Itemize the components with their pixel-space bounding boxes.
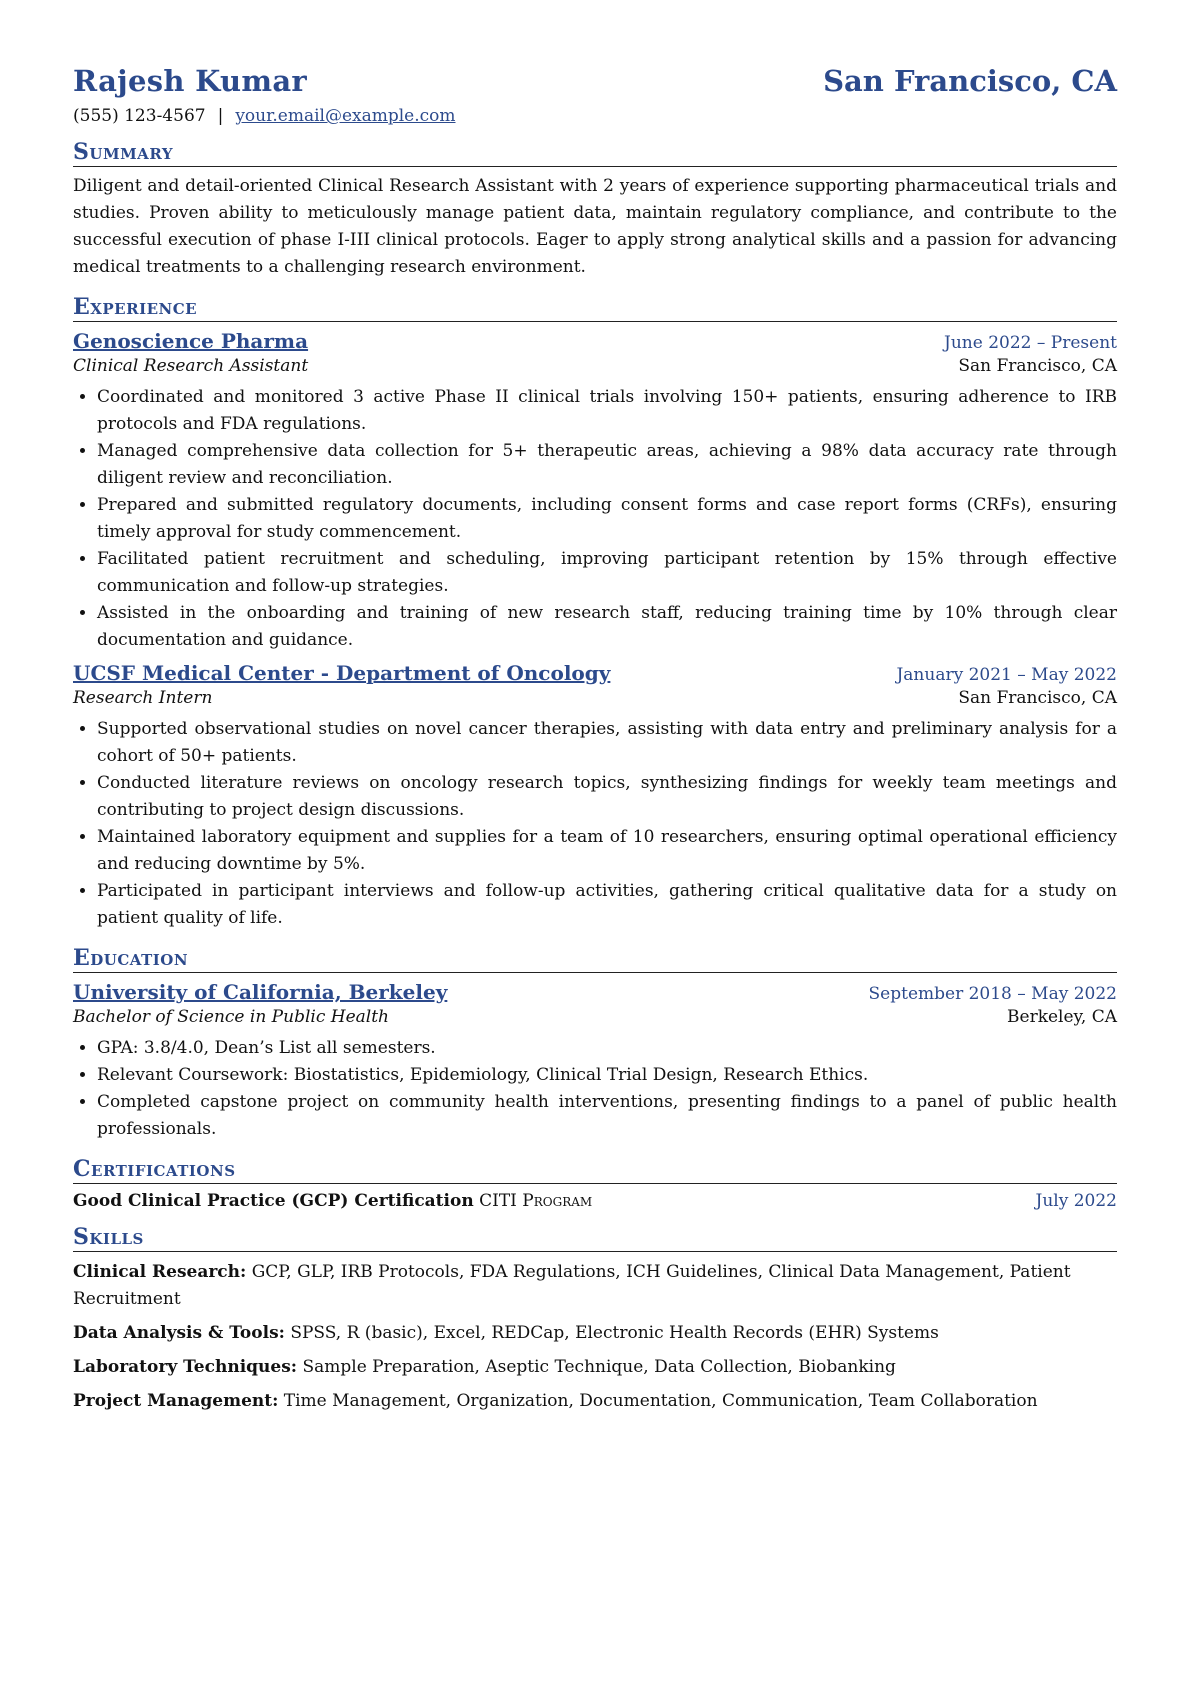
- certifications-heading: Certifications: [73, 1155, 1117, 1184]
- degree: Bachelor of Science in Public Health: [73, 1007, 389, 1027]
- skill-category: Project Management:: [73, 1391, 279, 1411]
- resume-header: [73, 64, 1117, 98]
- experience-entry: [73, 661, 1117, 932]
- list-item: • Assisted in the onboarding and training of new research staff, reducing training time by 10% through clear documentation and guidance.: [97, 600, 1117, 654]
- responsibilities-list: [73, 716, 1117, 932]
- list-item: • Participated in participant interviews and follow-up activities, gathering critical qualitative data for a study on patient quality of life.: [97, 878, 1117, 932]
- candidate-location: San Francisco, CA: [823, 64, 1117, 98]
- skill-category: Laboratory Techniques:: [73, 1357, 298, 1377]
- skill-row: [73, 1388, 1117, 1415]
- skill-row: [73, 1320, 1117, 1347]
- list-item: • Prepared and submitted regulatory documents, including consent forms and case report forms (CRFs), ensuring timely approval for study commencement.: [97, 492, 1117, 546]
- skill-values: Sample Preparation, Aseptic Technique, Data Collection, Biobanking: [302, 1357, 896, 1377]
- contact-separator: |: [217, 106, 224, 126]
- skill-values: Time Management, Organization, Documentation, Communication, Team Collaboration: [283, 1391, 1038, 1411]
- employment-dates: June 2022 – Present: [944, 333, 1117, 353]
- contact-line: [73, 106, 1117, 126]
- responsibilities-list: [73, 384, 1117, 654]
- list-item: • Supported observational studies on novel cancer therapies, assisting with data entry and preliminary analysis for a cohort of 50+ patients.: [97, 716, 1117, 770]
- list-item: • Coordinated and monitored 3 active Phase II clinical trials involving 150+ patients, ensuring adherence to IRB protocols and FDA regulations.: [97, 384, 1117, 438]
- experience-heading: Experience: [73, 293, 1117, 322]
- list-item: • Facilitated patient recruitment and scheduling, improving participant retention by 15% through effective communication and follow-up strategies.: [97, 546, 1117, 600]
- school-location: Berkeley, CA: [1007, 1007, 1117, 1027]
- skill-row: [73, 1354, 1117, 1381]
- list-item: • Managed comprehensive data collection for 5+ therapeutic areas, achieving a 98% data accuracy rate through diligent review and reconciliation.: [97, 438, 1117, 492]
- summary-heading: Summary: [73, 138, 1117, 167]
- certification-name: Good Clinical Practice (GCP) Certification: [73, 1191, 474, 1211]
- list-item: • Completed capstone project on community health interventions, presenting findings to a panel of public health professionals.: [97, 1089, 1117, 1143]
- list-item: • GPA: 3.8/4.0, Dean’s List all semesters.: [97, 1035, 1117, 1062]
- candidate-name: Rajesh Kumar: [73, 64, 308, 98]
- job-title: Clinical Research Assistant: [73, 356, 309, 376]
- skill-values: SPSS, R (basic), Excel, REDCap, Electronic Health Records (EHR) Systems: [290, 1323, 939, 1343]
- education-heading: Education: [73, 944, 1117, 973]
- employer-name[interactable]: Genoscience Pharma: [73, 329, 309, 353]
- summary-text: Diligent and detail-oriented Clinical Research Assistant with 2 years of experience supporting pharmaceutical trials and studies. Proven ability to meticulously manage patient data, maintain regulatory compliance, and contribute to the successful execution of phase I-III clinical protocols. Eager to apply strong analytical skills and a passion for advancing medical treatments to a challenging research environment.: [73, 176, 1117, 277]
- skills-heading: Skills: [73, 1223, 1117, 1252]
- certification-item: [73, 1191, 1117, 1211]
- job-title: Research Intern: [73, 688, 213, 708]
- phone-number: (555) 123-4567: [73, 106, 206, 126]
- skill-values: GCP, GLP, IRB Protocols, FDA Regulations, ICH Guidelines, Clinical Data Management, Patient Recruitment: [73, 1262, 1071, 1309]
- skill-category: Clinical Research:: [73, 1262, 247, 1282]
- email-link[interactable]: your.email@example.com: [235, 106, 456, 126]
- education-dates: September 2018 – May 2022: [868, 984, 1117, 1004]
- list-item: • Relevant Coursework: Biostatistics, Epidemiology, Clinical Trial Design, Research Ethics.: [97, 1062, 1117, 1089]
- education-details-list: [73, 1035, 1117, 1143]
- certification-issuer: CITI Program: [479, 1191, 593, 1211]
- education-entry: [73, 980, 1117, 1143]
- certification-date: July 2022: [1035, 1191, 1117, 1211]
- employment-dates: January 2021 – May 2022: [896, 665, 1117, 685]
- employer-name[interactable]: UCSF Medical Center - Department of Oncology: [73, 661, 611, 685]
- skill-category: Data Analysis & Tools:: [73, 1323, 285, 1343]
- list-item: • Conducted literature reviews on oncology research topics, synthesizing findings for weekly team meetings and contributing to project design discussions.: [97, 770, 1117, 824]
- experience-entry: [73, 329, 1117, 654]
- job-location: San Francisco, CA: [958, 688, 1117, 708]
- school-name[interactable]: University of California, Berkeley: [73, 980, 448, 1004]
- skill-row: [73, 1259, 1117, 1313]
- list-item: • Maintained laboratory equipment and supplies for a team of 10 researchers, ensuring optimal operational efficiency and reducing downtime by 5%.: [97, 824, 1117, 878]
- job-location: San Francisco, CA: [958, 356, 1117, 376]
